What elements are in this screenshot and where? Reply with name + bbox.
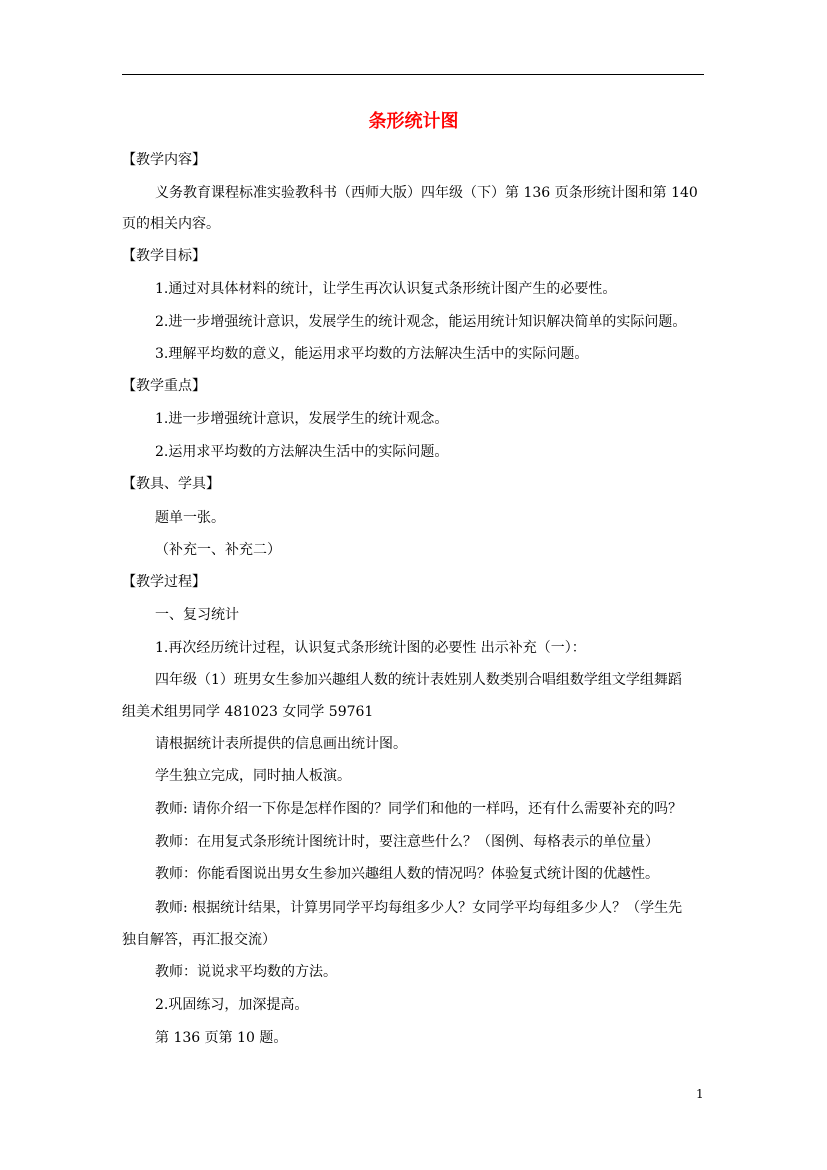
paragraph-line: 2.运用求平均数的方法解决生活中的实际问题。	[155, 444, 449, 460]
paragraph-line: 一、复习统计	[155, 607, 239, 623]
paragraph-line: 组美术组男同学 481023 女同学 59761	[122, 704, 374, 720]
header-rule	[122, 74, 704, 75]
paragraph-line: 教师：在用复式条形统计图统计时，要注意些什么？（图例、每格表示的单位量）	[155, 834, 659, 850]
paragraph-line: 1.通过对具体材料的统计，让学生再次认识复式条形统计图产生的必要性。	[155, 281, 617, 297]
section-heading-materials: 【教具、学具】	[122, 476, 220, 492]
document-title: 条形统计图	[368, 111, 459, 132]
paragraph-line: 3.理解平均数的意义，能运用求平均数的方法解决生活中的实际问题。	[155, 346, 589, 362]
paragraph-line: 义务教育课程标准实验教科书（西师大版）四年级（下）第 136 页条形统计图和第 140	[155, 185, 698, 201]
page-number: 1	[696, 1087, 704, 1101]
paragraph-line: 教师：你能看图说出男女生参加兴趣组人数的情况吗？体验复式统计图的优越性。	[155, 866, 659, 882]
section-heading-objectives: 【教学目标】	[122, 248, 206, 264]
paragraph-line: 四年级（1）班男女生参加兴趣组人数的统计表姓别人数类别合唱组数学组文学组舞蹈	[155, 672, 682, 688]
paragraph-line: 1.再次经历统计过程，认识复式条形统计图的必要性 出示补充（一）：	[155, 640, 586, 656]
paragraph-line: 题单一张。	[155, 510, 225, 526]
paragraph-line: 学生独立完成，同时抽人板演。	[155, 768, 351, 784]
paragraph-line: 1.进一步增强统计意识，发展学生的统计观念。	[155, 411, 449, 427]
paragraph-line: （补充一、补充二）	[155, 542, 281, 558]
section-heading-key-points: 【教学重点】	[122, 378, 206, 394]
paragraph-line: 教师: 请你介绍一下你是怎样作图的？同学们和他的一样吗，还有什么需要补充的吗？	[155, 801, 683, 817]
paragraph-line: 独自解答，再汇报交流）	[122, 932, 276, 948]
paragraph-line: 2.进一步增强统计意识，发展学生的统计观念，能运用统计知识解决简单的实际问题。	[155, 314, 687, 330]
paragraph-line: 页的相关内容。	[122, 216, 220, 232]
paragraph-line: 请根据统计表所提供的信息画出统计图。	[155, 736, 407, 752]
section-heading-process: 【教学过程】	[122, 574, 206, 590]
paragraph-line: 第 136 页第 10 题。	[155, 1030, 288, 1046]
paragraph-line: 2.巩固练习，加深提高。	[155, 997, 309, 1013]
paragraph-line: 教师: 根据统计结果，计算男同学平均每组多少人？女同学平均每组多少人？（学生先	[155, 900, 683, 916]
section-heading-content: 【教学内容】	[122, 152, 206, 168]
paragraph-line: 教师：说说求平均数的方法。	[155, 964, 337, 980]
